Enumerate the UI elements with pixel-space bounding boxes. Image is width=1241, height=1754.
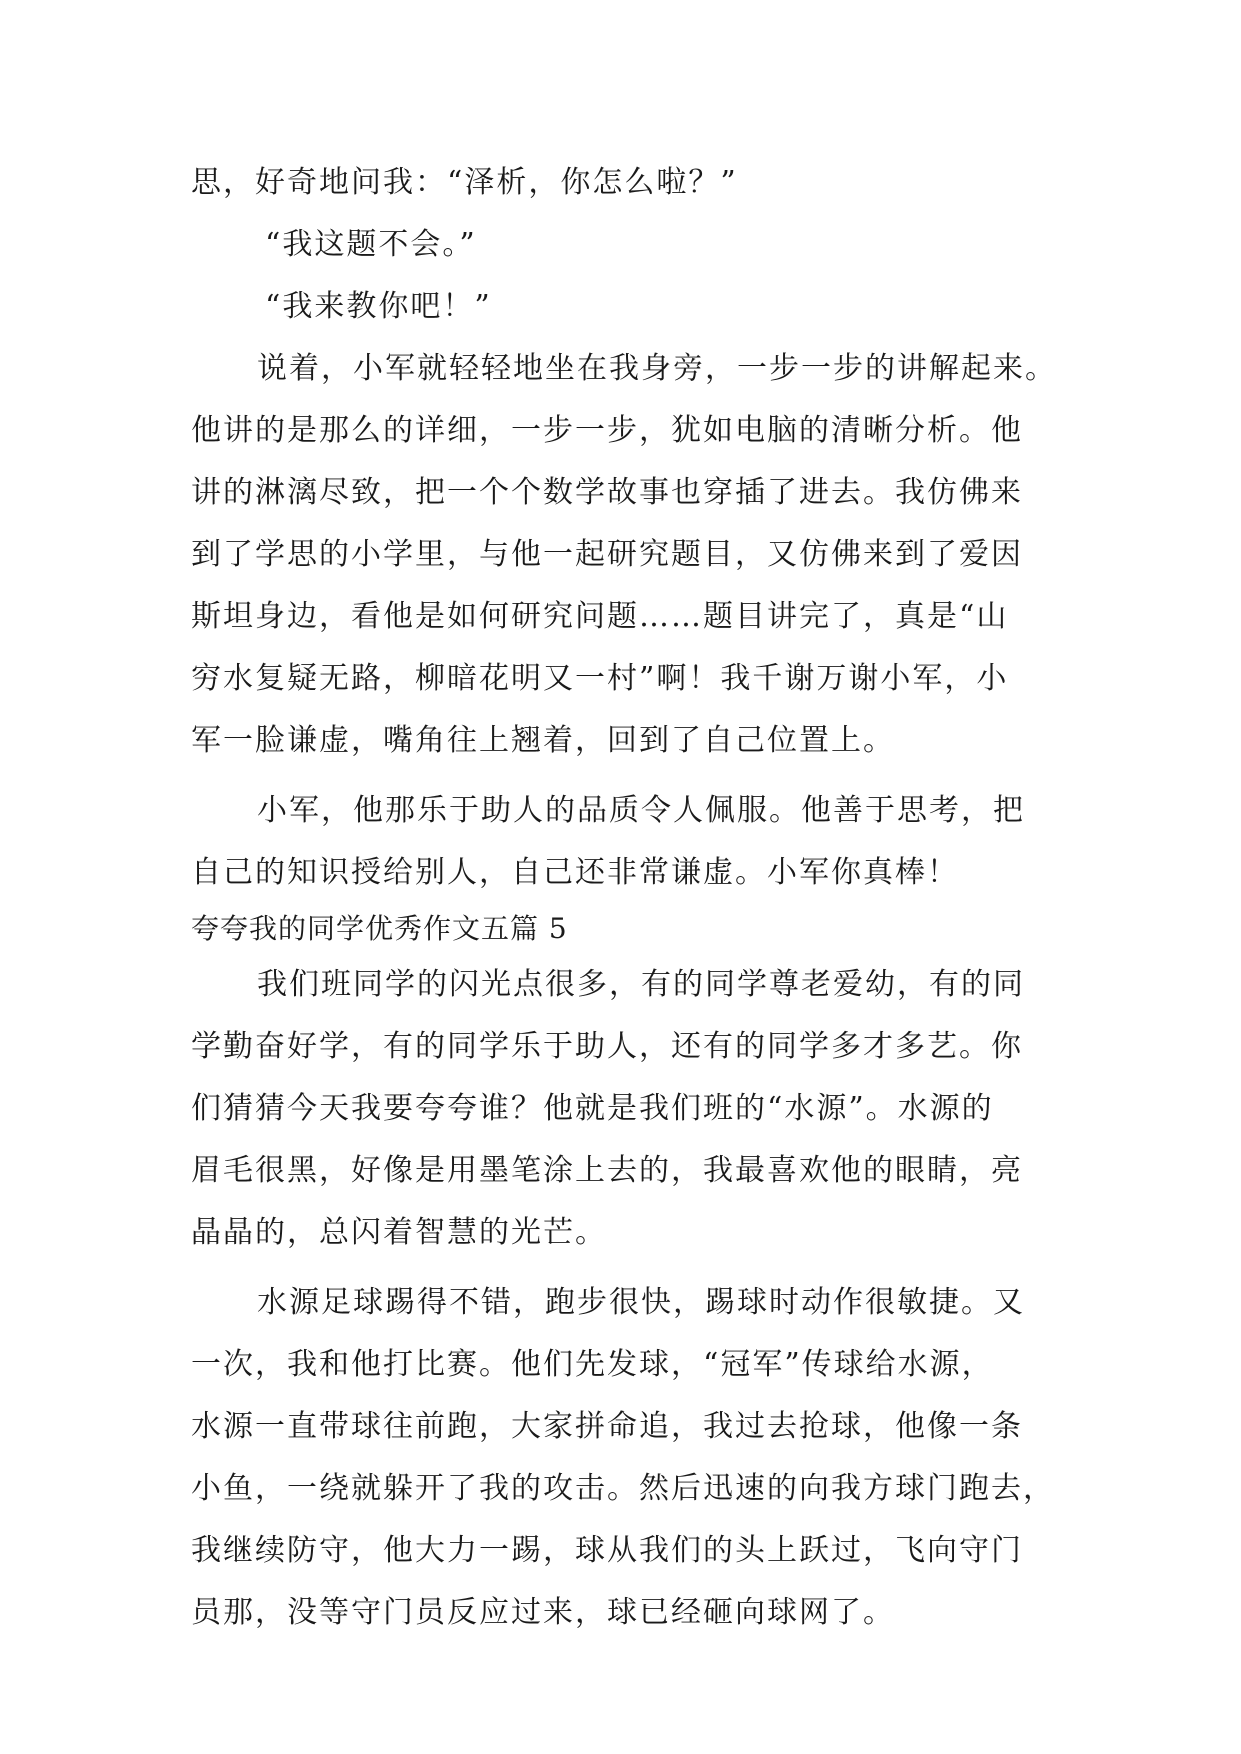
text-line: 讲的淋漓尽致，把一个个数学故事也穿插了进去。我仿佛来 <box>191 475 1023 510</box>
text-line: 我继续防守，他大力一踢，球从我们的头上跃过，飞向守门 <box>191 1533 1023 1568</box>
text-line: 晶晶的，总闪着智慧的光芒。 <box>191 1215 607 1250</box>
dialogue-line: “我来教你吧！” <box>265 289 492 324</box>
text-line: 水源一直带球往前跑，大家拼命追，我过去抢球，他像一条 <box>191 1409 1023 1444</box>
paragraph-first-line: 小军，他那乐于助人的品质令人佩服。他善于思考，把 <box>257 793 1025 828</box>
text-line: 自己的知识授给别人，自己还非常谦虚。小军你真棒！ <box>191 855 959 890</box>
text-line: 到了学思的小学里，与他一起研究题目，又仿佛来到了爱因 <box>191 537 1023 572</box>
text-line: 斯坦身边，看他是如何研究问题……题目讲完了，真是“山 <box>191 599 1009 634</box>
dialogue-line: “我这题不会。” <box>265 227 477 262</box>
text-line: 思，好奇地问我：“泽析，你怎么啦？” <box>191 165 738 200</box>
text-line: 小鱼，一绕就躲开了我的攻击。然后迅速的向我方球门跑去， <box>191 1471 1055 1506</box>
text-line: 们猜猜今天我要夸夸谁？他就是我们班的“水源”。水源的 <box>191 1091 994 1126</box>
paragraph-first-line: 我们班同学的闪光点很多，有的同学尊老爱幼，有的同 <box>257 967 1025 1002</box>
paragraph-first-line: 水源足球踢得不错，跑步很快，踢球时动作很敏捷。又 <box>257 1285 1025 1320</box>
text-line: 眉毛很黑，好像是用墨笔涂上去的，我最喜欢他的眼睛，亮 <box>191 1153 1023 1188</box>
text-line: 一次，我和他打比赛。他们先发球，“冠军”传球给水源， <box>191 1347 994 1382</box>
document-body <box>191 152 1061 1644</box>
paragraph-first-line: 说着，小军就轻轻地坐在我身旁，一步一步的讲解起来。 <box>257 351 1057 386</box>
text-line: 军一脸谦虚，嘴角往上翘着，回到了自己位置上。 <box>191 723 895 758</box>
text-line: 员那，没等守门员反应过来，球已经砸向球网了。 <box>191 1595 895 1630</box>
text-line: 穷水复疑无路，柳暗花明又一村”啊！我千谢万谢小军，小 <box>191 661 1009 696</box>
section-heading: 夸夸我的同学优秀作文五篇 5 <box>191 912 568 945</box>
text-line: 他讲的是那么的详细，一步一步，犹如电脑的清晰分析。他 <box>191 413 1023 448</box>
text-line: 学勤奋好学，有的同学乐于助人，还有的同学多才多艺。你 <box>191 1029 1023 1064</box>
